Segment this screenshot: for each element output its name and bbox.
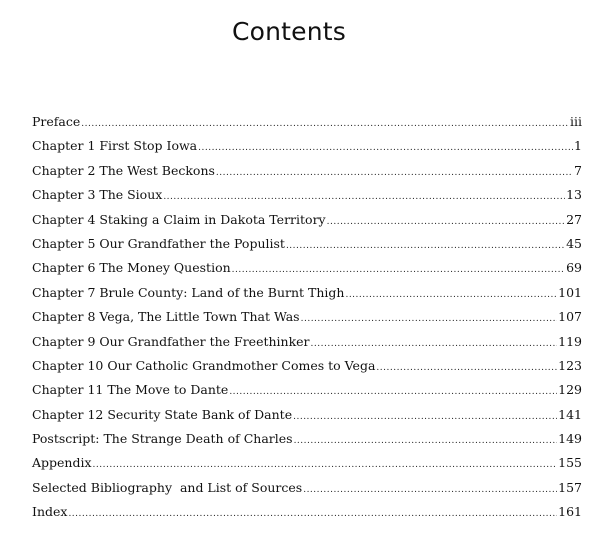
toc-entry-page: 155 — [558, 455, 582, 471]
toc-entry-label: Chapter 4 Staking a Claim in Dakota Territory — [32, 211, 326, 227]
dot-leader — [303, 485, 557, 495]
toc-entry-chapter-1 — [32, 138, 582, 162]
dot-leader — [345, 290, 557, 300]
toc-entry-chapter-5 — [32, 236, 582, 260]
toc-entry-chapter-11 — [32, 382, 582, 406]
dot-leader — [81, 119, 569, 129]
dot-leader — [93, 460, 558, 470]
toc-entry-label: Chapter 8 Vega, The Little Town That Was — [32, 309, 300, 325]
toc-entry-label: Chapter 2 The West Beckons — [32, 162, 215, 178]
toc-entry-page: 1 — [574, 138, 582, 154]
toc-entry-page: 69 — [566, 260, 582, 276]
toc-entry-page: 161 — [558, 504, 582, 520]
toc-entry-label: Chapter 10 Our Catholic Grandmother Comes to Vega — [32, 357, 376, 373]
toc-entry-label: Chapter 1 First Stop Iowa — [32, 138, 198, 154]
toc-entry-postscript — [32, 431, 582, 455]
dot-leader — [229, 387, 557, 397]
toc-entry-appendix — [32, 455, 582, 479]
toc-entry-chapter-9 — [32, 334, 582, 358]
toc-entry-page: 7 — [574, 162, 582, 178]
toc-entry-page: iii — [570, 114, 582, 129]
dot-leader — [293, 412, 557, 422]
toc-entry-label: Chapter 6 The Money Question — [32, 260, 231, 276]
dot-leader — [68, 509, 557, 519]
toc-entry-bibliography — [32, 480, 582, 504]
toc-entry-preface — [32, 114, 582, 138]
toc-entry-label: Appendix — [32, 455, 92, 471]
toc-entry-page: 107 — [558, 309, 582, 325]
dot-leader — [216, 168, 573, 178]
dot-leader — [311, 339, 558, 349]
toc-entry-chapter-12 — [32, 407, 582, 431]
toc-entry-page: 13 — [566, 187, 582, 203]
toc-entry-page: 141 — [558, 406, 582, 422]
toc-entry-page: 123 — [558, 357, 582, 373]
dot-leader — [232, 265, 565, 275]
toc-entry-chapter-8 — [32, 309, 582, 333]
dot-leader — [301, 314, 558, 324]
toc-entry-label: Chapter 5 Our Grandfather the Populist — [32, 235, 285, 251]
page-title: Contents — [231, 17, 347, 46]
toc-entry-page: 157 — [558, 479, 582, 495]
toc-entry-label: Postscript: The Strange Death of Charles — [32, 431, 293, 447]
toc-entry-chapter-3 — [32, 187, 582, 211]
dot-leader — [376, 363, 557, 373]
toc-entry-label: Index — [32, 504, 68, 520]
toc-entry-label: Chapter 9 Our Grandfather the Freethinker — [32, 333, 310, 349]
dot-leader — [286, 241, 565, 251]
toc-entry-index — [32, 504, 582, 528]
toc-entry-chapter-6 — [32, 260, 582, 284]
toc-entry-page: 129 — [558, 382, 582, 398]
toc-entry-page: 27 — [566, 211, 582, 227]
dot-leader — [294, 436, 558, 446]
toc-entry-page: 119 — [558, 333, 582, 349]
toc-entry-chapter-7 — [32, 285, 582, 309]
dot-leader — [163, 192, 565, 202]
toc-entry-page: 101 — [558, 284, 582, 300]
toc-entry-label: Preface — [32, 114, 81, 129]
toc-entry-label: Chapter 12 Security State Bank of Dante — [32, 406, 293, 422]
toc-entry-chapter-2 — [32, 163, 582, 187]
toc-entry-label: Selected Bibliography and List of Sources — [32, 479, 303, 495]
toc-entry-label: Chapter 11 The Move to Dante — [32, 382, 229, 398]
toc-entry-chapter-10 — [32, 358, 582, 382]
toc-entry-page: 45 — [566, 235, 582, 251]
dot-leader — [327, 217, 565, 227]
toc-entry-label: Chapter 3 The Sioux — [32, 187, 163, 203]
table-of-contents — [32, 114, 582, 529]
toc-entry-label: Chapter 7 Brule County: Land of the Burnt Thigh — [32, 284, 345, 300]
toc-entry-page: 149 — [558, 431, 582, 447]
toc-entry-chapter-4 — [32, 212, 582, 236]
dot-leader — [198, 143, 573, 153]
